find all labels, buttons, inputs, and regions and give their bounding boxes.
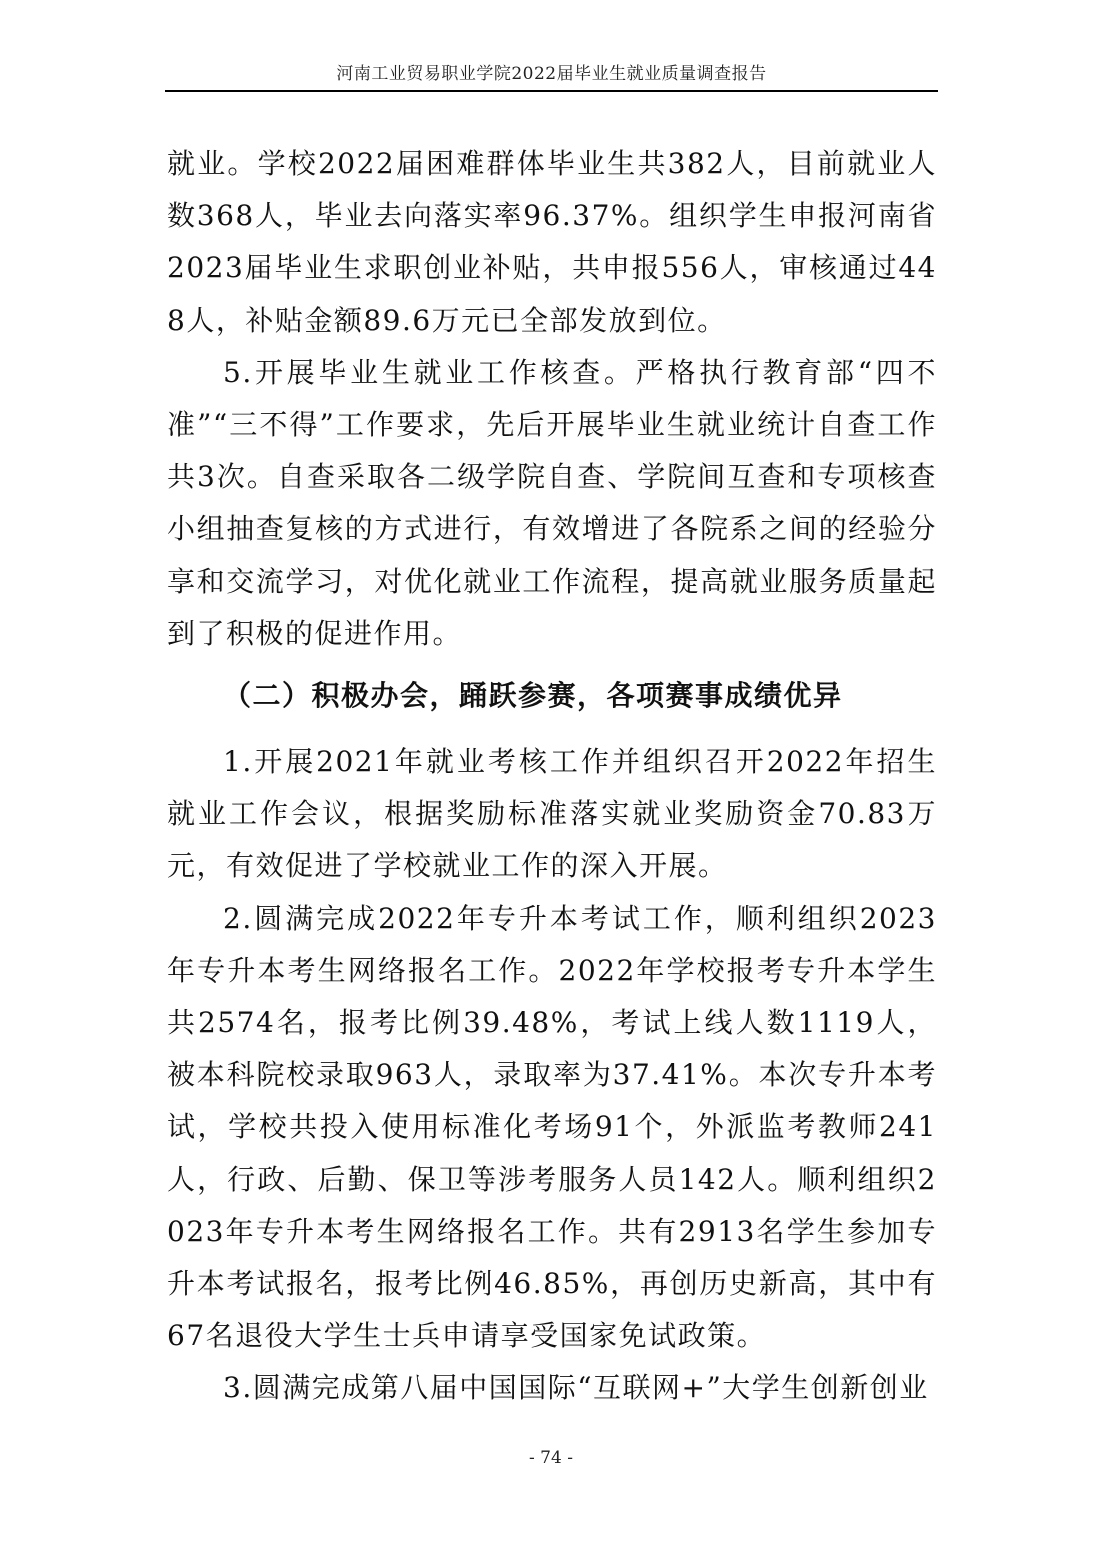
paragraph-item-1: 1.开展2021年就业考核工作并组织召开2022年招生就业工作会议，根据奖励标准落实就业奖励资金70.83万元，有效促进了学校就业工作的深入开展。 [167, 745, 937, 883]
document-body [167, 138, 937, 1415]
section-heading: （二）积极办会，踊跃参赛，各项赛事成绩优异 [223, 679, 843, 713]
running-header: 河南工业贸易职业学院2022届毕业生就业质量调查报告 [165, 60, 938, 92]
paragraph-item-2: 2.圆满完成2022年专升本考试工作，顺利组织2023年专升本考生网络报名工作。2022年学校报考专升本学生共2574名，报考比例39.48%，考试上线人数1119人，被本科院校录取963人，录取率为37.41%。本次专升本考试，学校共投入使用标准化考场91个，外派监考教师241人，行政、后勤、保卫等涉考服务人员142人。顺利组织2023年专升本考生网络报名工作。共有2913名学生参加专升本考试报名，报考比例46.85%，再创历史新高，其中有67名退役大学生士兵申请享受国家免试政策。 [167, 901, 937, 1353]
page-number: - 74 - [529, 1448, 573, 1468]
paragraph-item-5: 5.开展毕业生就业工作核查。严格执行教育部“四不准”“三不得”工作要求，先后开展毕业生就业统计自查工作共3次。自查采取各二级学院自查、学院间互查和专项核查小组抽查复核的方式进行，有效增进了各院系之间的经验分享和交流学习，对优化就业工作流程，提高就业服务质量起到了积极的促进作用。 [167, 355, 937, 650]
paragraph-item-3: 3.圆满完成第八届中国国际“互联网+”大学生创新创业 [223, 1371, 929, 1405]
paragraph-continuation: 就业。学校2022届困难群体毕业生共382人，目前就业人数368人，毕业去向落实率96.37%。组织学生申报河南省2023届毕业生求职创业补贴，共申报556人，审核通过448人，补贴金额89.6万元已全部发放到位。 [167, 147, 937, 337]
